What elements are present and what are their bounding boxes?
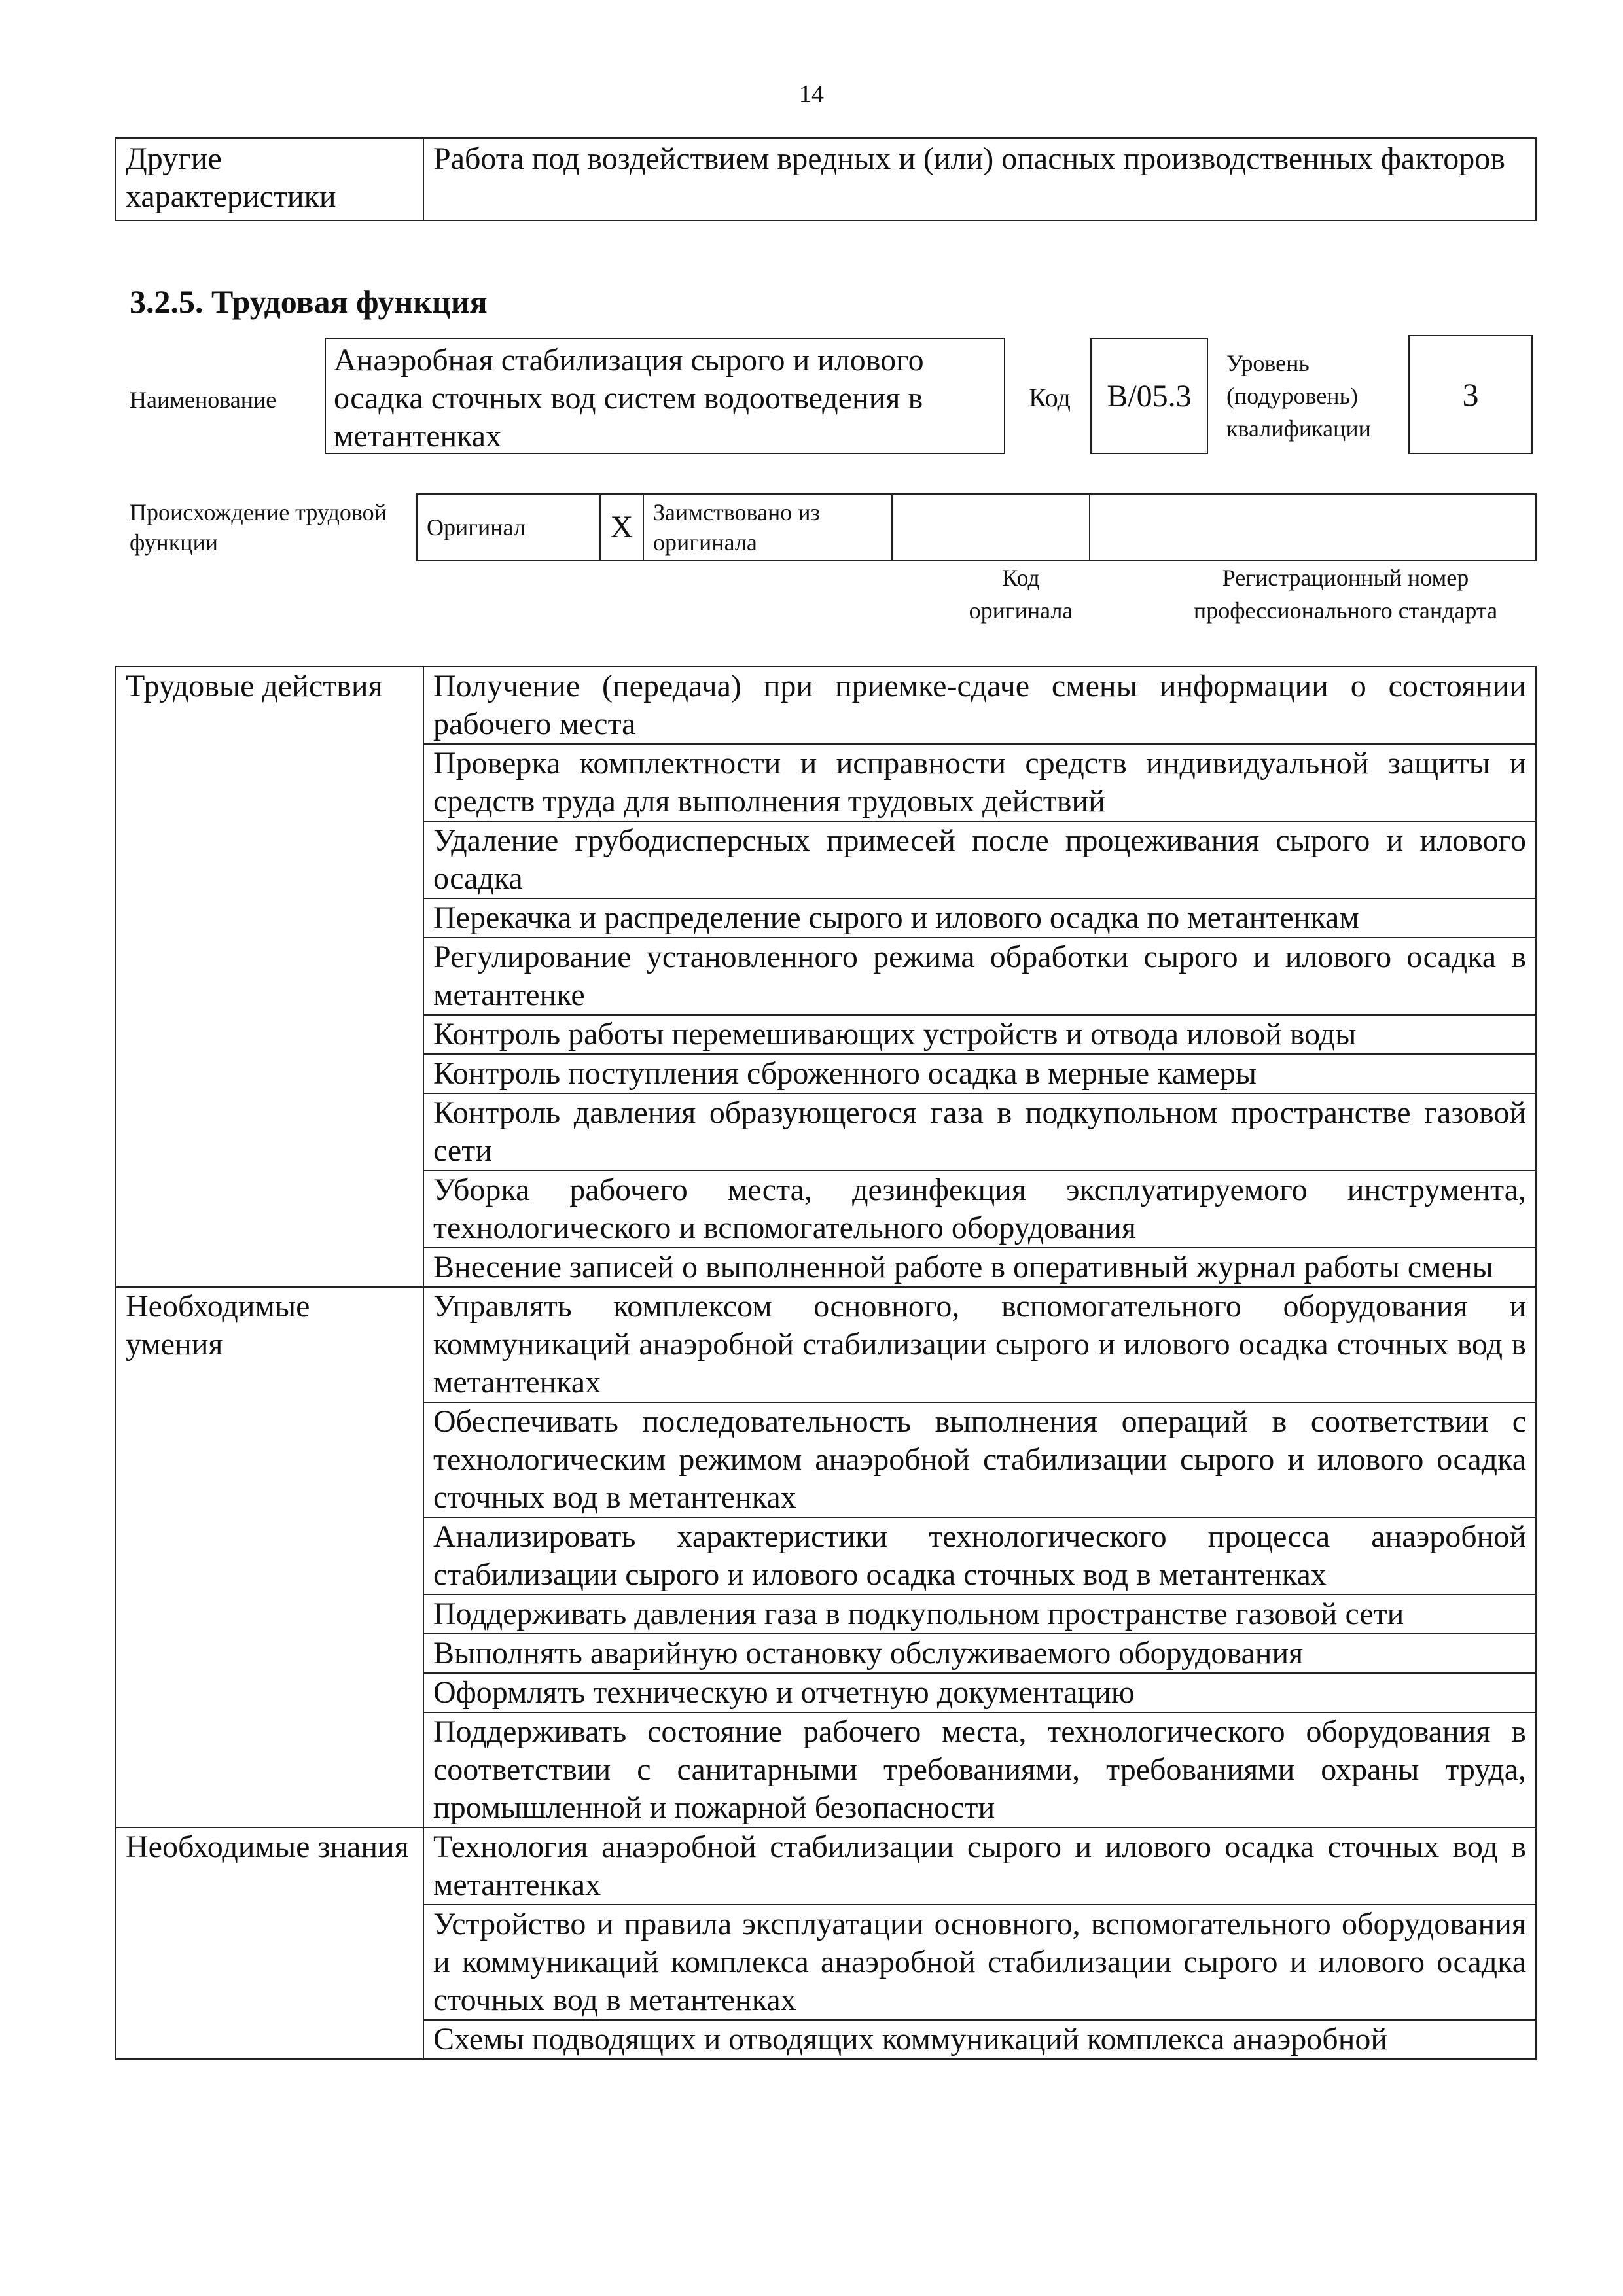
list-item: Выполнять аварийную остановку обслуживаемого оборудования bbox=[423, 1634, 1536, 1673]
section-title: Необходимые знания bbox=[116, 1828, 423, 2059]
code-value: B/05.3 bbox=[1090, 338, 1208, 454]
table-row bbox=[116, 667, 1536, 744]
list-item: Контроль работы перемешивающих устройств и отвода иловой воды bbox=[423, 1015, 1536, 1054]
list-item: Регулирование установленного режима обработки сырого и илового осадка в метантенке bbox=[423, 938, 1536, 1015]
list-item: Схемы подводящих и отводящих коммуникаций комплекса анаэробной bbox=[423, 2020, 1536, 2059]
list-item: Перекачка и распределение сырого и илового осадка по метантенкам bbox=[423, 898, 1536, 938]
list-item: Внесение записей о выполненной работе в оперативный журнал работы смены bbox=[423, 1248, 1536, 1287]
list-item: Получение (передача) при приемке-сдаче смены информации о состоянии рабочего места bbox=[423, 667, 1536, 744]
code-caption: Код оригинала bbox=[969, 565, 1073, 624]
list-item: Оформлять техническую и отчетную документацию bbox=[423, 1673, 1536, 1712]
function-table bbox=[115, 666, 1537, 2060]
origin-label: Происхождение трудовой функции bbox=[130, 499, 387, 556]
origin-mark: X bbox=[600, 494, 643, 561]
origin-original: Оригинал bbox=[417, 494, 600, 561]
origin-table bbox=[416, 493, 1537, 561]
origin-code-cell bbox=[892, 494, 1090, 561]
list-item: Уборка рабочего места, дезинфекция эксплуатируемого инструмента, технологического и вспомогательного оборудования bbox=[423, 1171, 1536, 1248]
list-item: Поддерживать давления газа в подкупольном пространстве газовой сети bbox=[423, 1595, 1536, 1634]
list-item: Устройство и правила эксплуатации основного, вспомогательного оборудования и коммуникаций комплекса анаэробной стабилизации сырого и илового осадка сточных вод в метантенках bbox=[423, 1905, 1536, 2020]
table-row bbox=[116, 1828, 1536, 1905]
code-label: Код bbox=[1029, 383, 1071, 412]
other-characteristics-value: Работа под воздействием вредных и (или) опасных производственных факторов bbox=[423, 138, 1536, 221]
level-label: Уровень (подуровень) квалификации bbox=[1226, 350, 1371, 442]
other-characteristics-label: Другие характеристики bbox=[116, 138, 423, 221]
section-heading: 3.2.5. Трудовая функция bbox=[130, 283, 488, 320]
list-item: Поддерживать состояние рабочего места, технологического оборудования в соответствии с санитарными требованиями, требованиями охраны труда, промышленной и пожарной безопасности bbox=[423, 1712, 1536, 1828]
origin-borrowed: Заимствовано из оригинала bbox=[643, 494, 892, 561]
name-label: Наименование bbox=[130, 387, 277, 413]
function-name: Анаэробная стабилизация сырого и илового осадка сточных вод систем водоотведения в метантенках bbox=[325, 338, 1005, 454]
list-item: Контроль поступления сброженного осадка в мерные камеры bbox=[423, 1054, 1536, 1093]
list-item: Технология анаэробной стабилизации сырого и илового осадка сточных вод в метантенках bbox=[423, 1828, 1536, 1905]
section-title: Трудовые действия bbox=[116, 667, 423, 1287]
reg-caption: Регистрационный номер профессионального стандарта bbox=[1193, 565, 1498, 624]
list-item: Проверка комплектности и исправности средств индивидуальной защиты и средств труда для выполнения трудовых действий bbox=[423, 744, 1536, 821]
list-item: Анализировать характеристики технологического процесса анаэробной стабилизации сырого и илового осадка сточных вод в метантенках bbox=[423, 1517, 1536, 1595]
table-row bbox=[116, 1287, 1536, 1402]
level-value: 3 bbox=[1408, 335, 1533, 454]
origin-reg-cell bbox=[1090, 494, 1536, 561]
list-item: Управлять комплексом основного, вспомогательного оборудования и коммуникаций анаэробной стабилизации сырого и илового осадка сточных вод в метантенках bbox=[423, 1287, 1536, 1402]
other-characteristics-table bbox=[115, 137, 1537, 221]
page-number: 14 bbox=[799, 80, 824, 108]
list-item: Контроль давления образующегося газа в подкупольном пространстве газовой сети bbox=[423, 1093, 1536, 1171]
list-item: Удаление грубодисперсных примесей после процеживания сырого и илового осадка bbox=[423, 821, 1536, 898]
section-title: Необходимые умения bbox=[116, 1287, 423, 1828]
list-item: Обеспечивать последовательность выполнения операций в соответствии с технологическим режимом анаэробной стабилизации сырого и илового осадка сточных вод в метантенках bbox=[423, 1402, 1536, 1517]
